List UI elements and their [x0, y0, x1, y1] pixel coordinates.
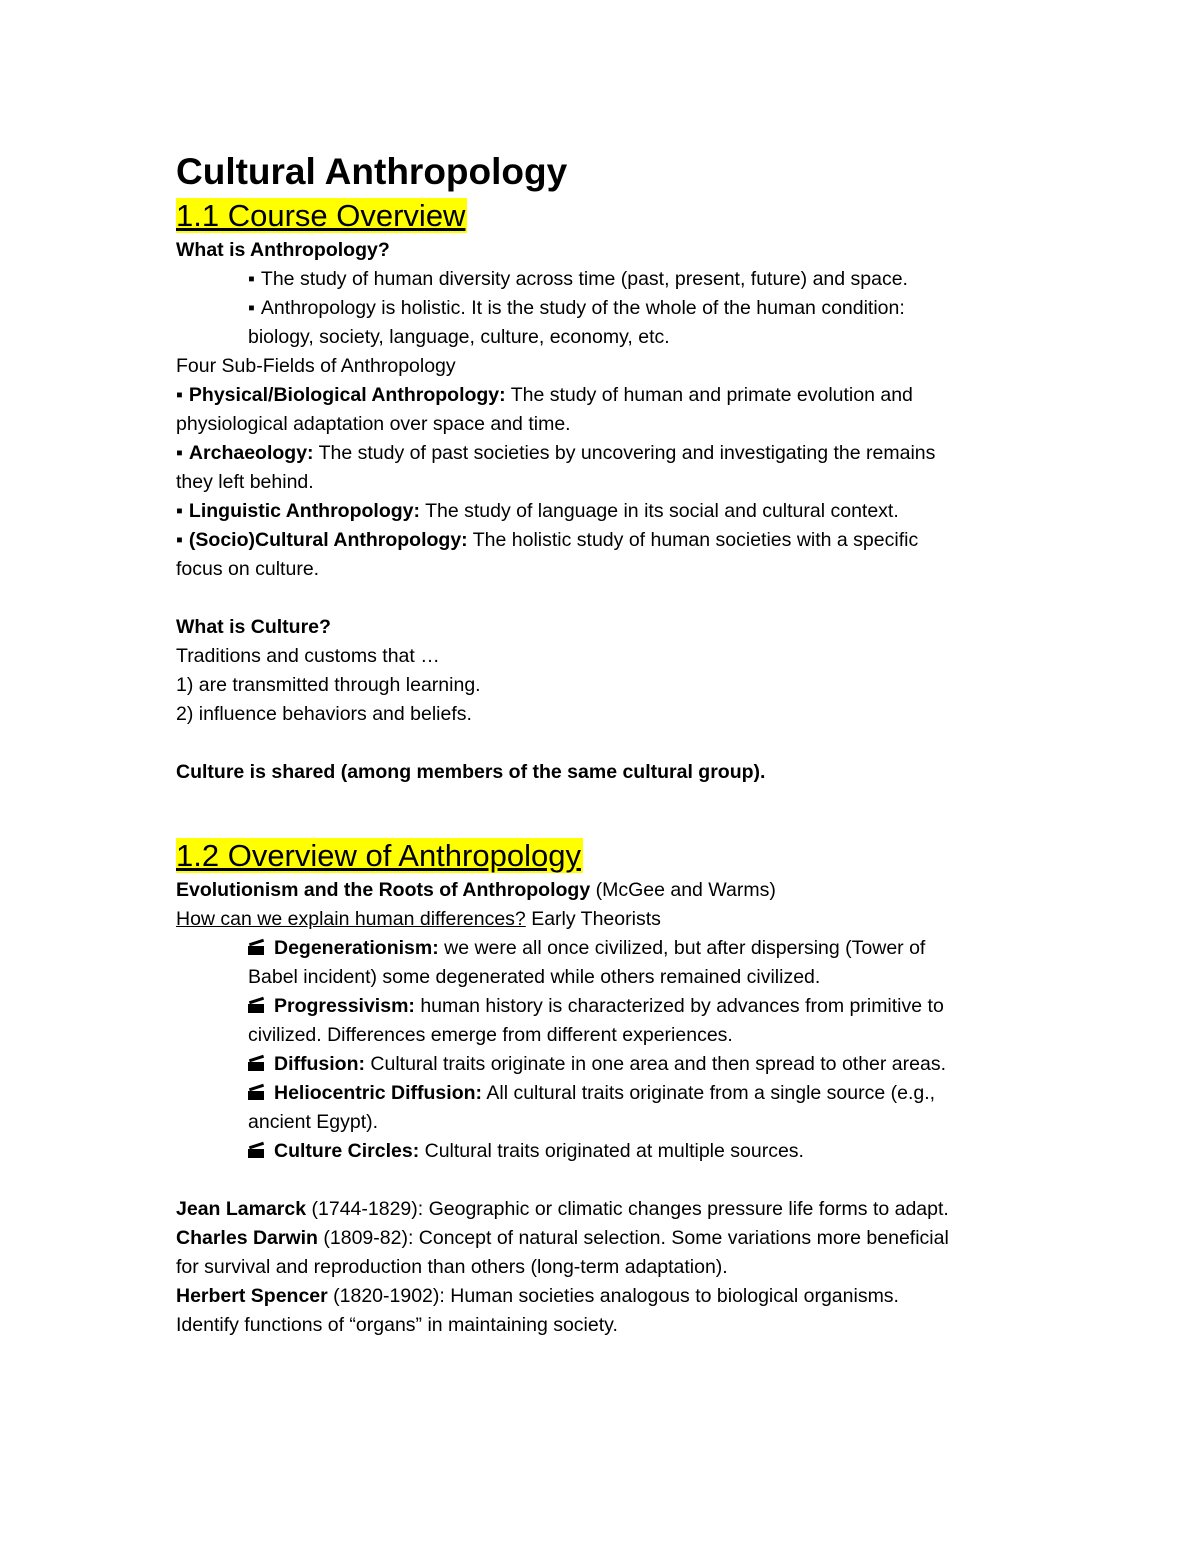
theory-item — [176, 1137, 1046, 1166]
subfield-term: (Socio)Cultural Anthropology: — [188, 529, 468, 551]
anthropology-point — [176, 265, 1046, 294]
subfield-item — [176, 439, 1046, 468]
person-name: Herbert Spencer — [176, 1285, 328, 1307]
theory-item — [176, 1050, 1046, 1079]
clapperboard-icon — [248, 1085, 264, 1100]
question-what-is-anthropology: What is Anthropology? — [176, 239, 390, 261]
bullet-icon: ▪ — [176, 384, 183, 406]
anthropology-point-text: The study of human diversity across time (past, present, future) and space. — [260, 268, 908, 290]
theory-item — [176, 934, 1046, 963]
subfields-title: Four Sub-Fields of Anthropology — [176, 355, 456, 377]
anthropology-point — [176, 294, 1046, 323]
person-entry — [176, 1224, 1046, 1253]
person-name: Charles Darwin — [176, 1227, 318, 1249]
section-heading-1-1-text: 1.1 Course Overview — [176, 198, 466, 233]
theory-term: Heliocentric Diffusion: — [274, 1082, 483, 1104]
question-suffix: Early Theorists — [531, 908, 661, 930]
subfield-term: Archaeology: — [188, 442, 314, 464]
clapperboard-icon — [248, 1056, 264, 1071]
evolutionism-title: Evolutionism and the Roots of Anthropology — [176, 879, 591, 901]
document-title: Cultural Anthropology — [176, 151, 568, 192]
person-name: Jean Lamarck — [176, 1198, 307, 1220]
person-description-continued: Identify functions of “organs” in maintaining society. — [176, 1314, 618, 1336]
theory-definition-continued: ancient Egypt). — [248, 1111, 379, 1133]
subfield-definition-continued: they left behind. — [176, 471, 314, 493]
document-page — [176, 148, 1046, 1340]
subfield-definition: The holistic study of human societies with a specific — [472, 529, 919, 551]
person-entry — [176, 1282, 1046, 1311]
theorists-question — [176, 905, 1046, 934]
anthropology-point-continued: biology, society, language, culture, economy, etc. — [248, 326, 670, 348]
question-what-is-culture: What is Culture? — [176, 616, 331, 638]
spacer — [176, 584, 1046, 613]
subfield-definition-continued: focus on culture. — [176, 558, 320, 580]
theory-item — [176, 992, 1046, 1021]
clapperboard-icon — [248, 940, 264, 955]
theory-definition: Cultural traits originated at multiple sources. — [424, 1140, 804, 1162]
spacer — [176, 729, 1046, 758]
bullet-icon: ▪ — [248, 297, 255, 319]
theory-definition: we were all once civilized, but after dispersing (Tower of — [444, 937, 926, 959]
culture-line: 2) influence behaviors and beliefs. — [176, 703, 472, 725]
spacer — [176, 787, 1046, 816]
subfield-definition: The study of human and primate evolution and — [510, 384, 913, 406]
theory-definition: All cultural traits originate from a single source (e.g., — [486, 1082, 936, 1104]
question-text: How can we explain human differences? — [176, 908, 526, 930]
evolutionism-heading — [176, 876, 1046, 905]
clapperboard-icon — [248, 1143, 264, 1158]
theory-term: Progressivism: — [274, 995, 415, 1017]
bullet-icon: ▪ — [176, 442, 183, 464]
culture-line: Traditions and customs that … — [176, 645, 440, 667]
subfield-term: Physical/Biological Anthropology: — [188, 384, 506, 406]
person-description: (1744-1829): Geographic or climatic changes pressure life forms to adapt. — [311, 1198, 949, 1220]
subfield-term: Linguistic Anthropology: — [188, 500, 420, 522]
person-description: (1809-82): Concept of natural selection. Some variations more beneficial — [323, 1227, 949, 1249]
section-heading-1-2 — [176, 836, 1046, 876]
theory-definition: Cultural traits originate in one area and then spread to other areas. — [370, 1053, 947, 1075]
bullet-icon: ▪ — [176, 500, 183, 522]
subfield-item — [176, 381, 1046, 410]
section-heading-1-2-text: 1.2 Overview of Anthropology — [176, 838, 581, 873]
person-description: (1820-1902): Human societies analogous to biological organisms. — [333, 1285, 899, 1307]
theory-definition-continued: civilized. Differences emerge from different experiences. — [248, 1024, 733, 1046]
evolutionism-source: (McGee and Warms) — [595, 879, 776, 901]
theory-term: Degenerationism: — [274, 937, 439, 959]
person-entry — [176, 1195, 1046, 1224]
anthropology-point-text: Anthropology is holistic. It is the study of the whole of the human condition: — [260, 297, 905, 319]
subfield-item — [176, 526, 1046, 555]
person-description-continued: for survival and reproduction than others (long-term adaptation). — [176, 1256, 728, 1278]
theory-definition: human history is characterized by advances from primitive to — [420, 995, 944, 1017]
spacer — [176, 1166, 1046, 1195]
theory-item — [176, 1079, 1046, 1108]
culture-line: 1) are transmitted through learning. — [176, 674, 481, 696]
subfield-definition-continued: physiological adaptation over space and time. — [176, 413, 571, 435]
subfield-definition: The study of language in its social and cultural context. — [425, 500, 899, 522]
theory-definition-continued: Babel incident) some degenerated while others remained civilized. — [248, 966, 821, 988]
culture-shared-statement: Culture is shared (among members of the same cultural group). — [176, 761, 766, 783]
bullet-icon: ▪ — [176, 529, 183, 551]
spacer — [176, 816, 1046, 836]
theory-term: Culture Circles: — [274, 1140, 420, 1162]
subfield-definition: The study of past societies by uncovering and investigating the remains — [318, 442, 936, 464]
clapperboard-icon — [248, 998, 264, 1013]
section-heading-1-1 — [176, 196, 1046, 236]
bullet-icon: ▪ — [248, 268, 255, 290]
theory-term: Diffusion: — [274, 1053, 365, 1075]
subfield-item — [176, 497, 1046, 526]
